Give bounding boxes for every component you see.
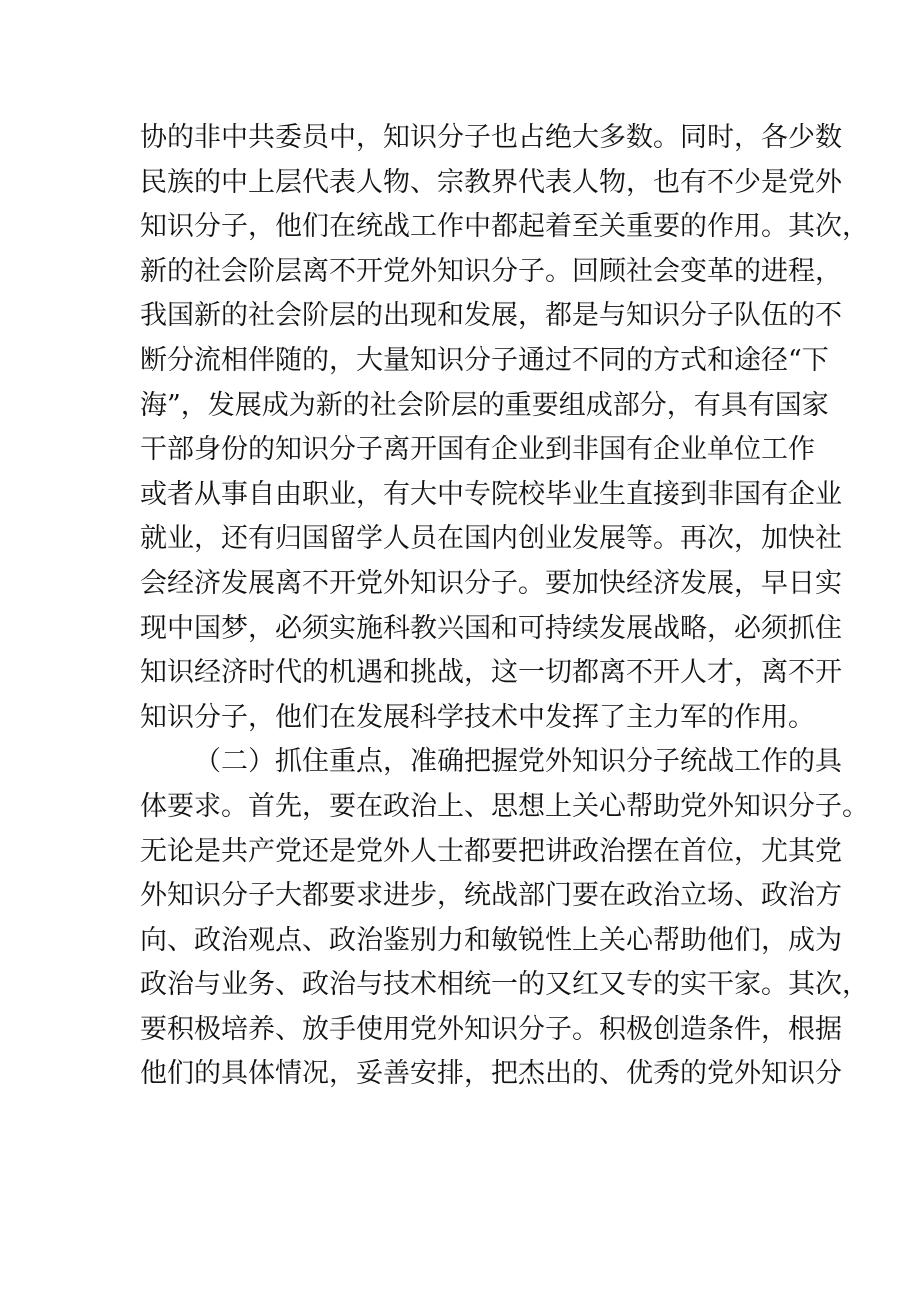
text-line: 新的社会阶层离不开党外知识分子。回顾社会变革的进程， — [140, 255, 842, 287]
text-line: 干部身份的知识分子离开国有企业到非国有企业单位工作 — [140, 434, 815, 466]
body-text — [140, 116, 869, 1097]
text-line: 知识经济时代的机遇和挑战，这一切都离不开人才，离不开 — [140, 657, 842, 689]
text-line: 海”，发展成为新的社会阶层的重要组成部分，有具有国家 — [140, 389, 829, 421]
text-line: 知识分子，他们在统战工作中都起着至关重要的作用。其次， — [140, 211, 869, 243]
text-line: 要积极培养、放手使用党外知识分子。积极创造条件，根据 — [140, 1013, 842, 1045]
paragraph-end-line: 知识分子，他们在发展科学技术中发挥了主力军的作用。 — [140, 701, 815, 733]
text-line: 民族的中上层代表人物、宗教界代表人物，也有不少是党外 — [140, 166, 842, 198]
text-line: 他们的具体情况，妥善安排，把杰出的、优秀的党外知识分 — [140, 1058, 842, 1090]
text-line: 向、政治观点、政治鉴别力和敏锐性上关心帮助他们，成为 — [140, 924, 842, 956]
text-line: 政治与业务、政治与技术相统一的又红又专的实干家。其次， — [140, 969, 869, 1001]
text-line: 或者从事自由职业，有大中专院校毕业生直接到非国有企业 — [140, 478, 842, 510]
text-line: 体要求。首先，要在政治上、思想上关心帮助党外知识分子。 — [140, 790, 869, 822]
text-line: 我国新的社会阶层的出现和发展，都是与知识分子队伍的不 — [140, 300, 842, 332]
text-line: 协的非中共委员中，知识分子也占绝大多数。同时，各少数 — [140, 122, 842, 153]
text-line: 无论是共产党还是党外人士都要把讲政治摆在首位，尤其党 — [140, 835, 842, 867]
section-heading-line: （二）抓住重点，准确把握党外知识分子统战工作的具 — [194, 746, 842, 778]
text-line: 外知识分子大都要求进步，统战部门要在政治立场、政治方 — [140, 880, 842, 912]
text-line: 就业，还有归国留学人员在国内创业发展等。再次，加快社 — [140, 523, 842, 555]
text-line: 断分流相伴随的，大量知识分子通过不同的方式和途径“下 — [140, 344, 829, 376]
text-line: 会经济发展离不开党外知识分子。要加快经济发展，早日实 — [140, 567, 842, 599]
text-line: 现中国梦，必须实施科教兴国和可持续发展战略，必须抓住 — [140, 612, 842, 644]
